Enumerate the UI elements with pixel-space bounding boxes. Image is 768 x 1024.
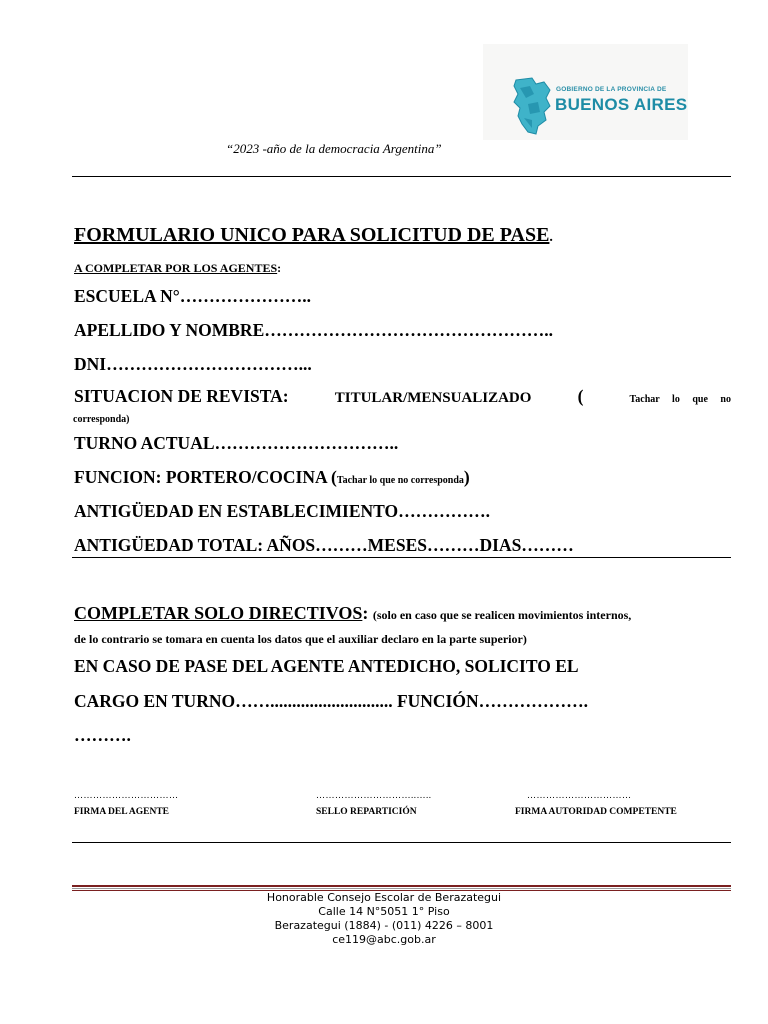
field-funcion[interactable] [74,467,470,488]
situacion-note-continued: corresponda) [73,414,130,425]
form-title [74,224,553,247]
field-turno-actual[interactable]: TURNO ACTUAL………………………….. [74,433,399,453]
form-subtitle [74,261,281,276]
funcion-end: ) [463,467,470,487]
section-divider [72,557,731,558]
directivos-request-line3[interactable]: ………. [74,725,131,745]
situacion-value: TITULAR/MENSUALIZADO [334,390,532,406]
signature-label-autoridad: FIRMA AUTORIDAD COMPETENTE [515,807,677,817]
header-divider [72,176,731,177]
logo-big-text: BUENOS AIRES [555,95,688,114]
motto: “2023 -año de la democracia Argentina” [226,141,442,156]
situacion-paren: ( [577,386,584,406]
situacion-label: SITUACION DE REVISTA: [74,386,289,406]
directivos-request-line1: EN CASO DE PASE DEL AGENTE ANTEDICHO, SOLICITO EL [74,656,579,676]
signature-line-sello[interactable]: …………………………..….. [316,790,432,800]
form-title-period: . [549,230,553,245]
field-situacion-revista[interactable] [74,386,731,407]
footer-rule-middle [72,888,731,889]
directivos-colon: : [362,603,369,623]
signatures-divider [72,842,731,843]
situacion-note: Tachar lo que no [629,394,731,405]
directivos-title: COMPLETAR SOLO DIRECTIVOS [74,603,363,623]
signature-line-autoridad[interactable]: …………………………… [527,790,632,800]
form-subtitle-text: A COMPLETAR POR LOS AGENTES [74,261,278,275]
footer-email[interactable]: ce119@abc.gob.ar [332,933,436,946]
field-antiguedad-establecimiento[interactable]: ANTIGÜEDAD EN ESTABLECIMIENTO……………. [74,501,491,521]
signature-label-sello: SELLO REPARTICIÓN [316,807,417,817]
footer-line-3: Berazategui (1884) - (011) 4226 – 8001 [274,919,494,932]
form-subtitle-colon: : [277,261,282,275]
footer-rule-top [72,885,731,887]
field-antiguedad-total[interactable]: ANTIGÜEDAD TOTAL: AÑOS………MESES………DIAS……… [74,535,574,555]
directivos-note-continued: de lo contrario se tomara en cuenta los datos que el auxiliar declaro en la parte superior) [74,632,527,646]
field-apellido-nombre[interactable]: APELLIDO Y NOMBRE………………………………………….. [74,320,553,340]
field-dni[interactable]: DNI……………………………... [74,354,312,374]
footer-line-2: Calle 14 N°5051 1° Piso [318,905,450,918]
funcion-note: Tachar lo que no corresponda [336,475,464,486]
signature-line-agente[interactable]: …………………………… [74,790,179,800]
buenos-aires-map-icon [510,76,554,136]
logo-small-text: GOBIERNO DE LA PROVINCIA DE [556,86,667,93]
form-title-text: FORMULARIO UNICO PARA SOLICITUD DE PASE [74,224,550,246]
directivos-request-line2[interactable]: CARGO EN TURNO……............................ FUNCIÓN………………. [74,691,588,711]
directivos-heading [74,603,631,624]
field-escuela[interactable]: ESCUELA N°………………….. [74,286,311,306]
directivos-note: (solo en caso que se realicen movimientos internos, [372,608,632,622]
funcion-label: FUNCION: PORTERO/COCINA ( [74,467,337,487]
signature-label-agente: FIRMA DEL AGENTE [74,807,170,817]
footer-line-1: Honorable Consejo Escolar de Berazategui [266,891,502,904]
